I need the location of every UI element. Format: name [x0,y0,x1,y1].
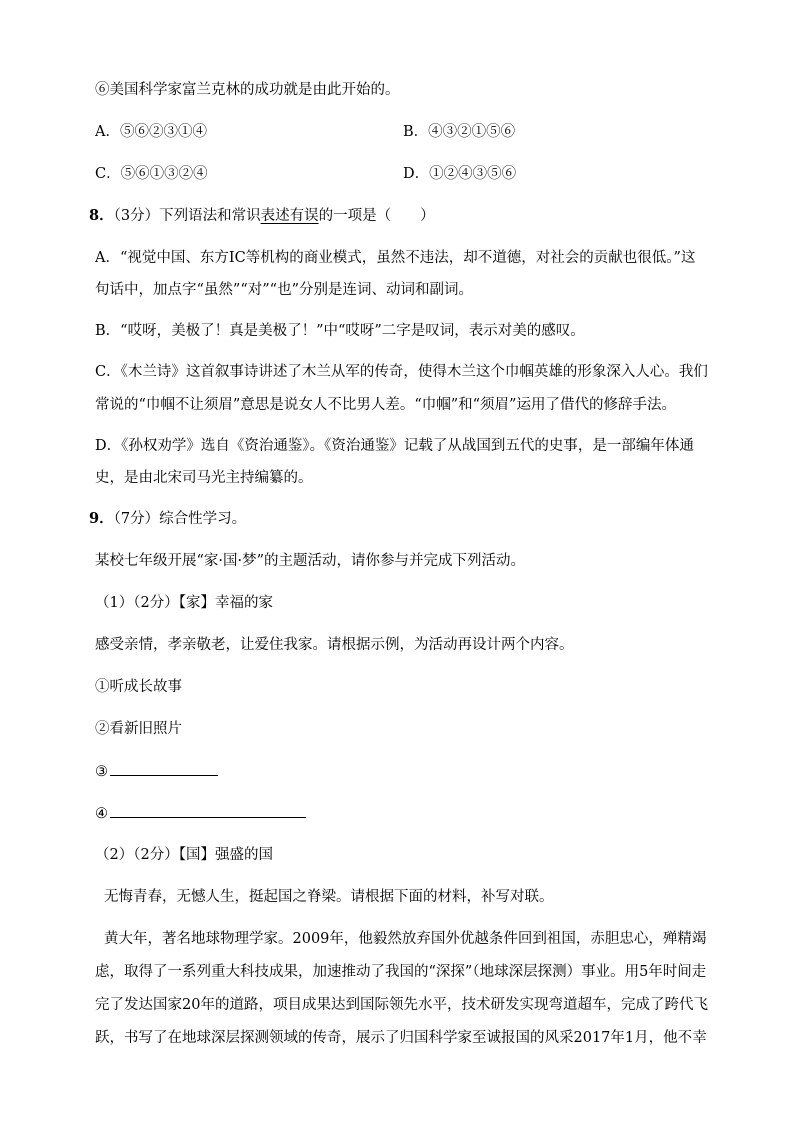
answer-blank-3[interactable] [110,761,218,776]
q9-part1-item-1: ①听成长故事 [95,679,182,695]
q9-part2-desc: 无悔青春，无憾人生，挺起国之脊梁。请根据下面的材料，补写对联。 [104,889,554,905]
q9-part1-item-4: ④ [95,803,306,824]
q9-part1-item-3: ③ [95,761,218,782]
q8-option-a-line2: 句话中，加点字“虽然”“对”“也”分别是连词、动词和副词。 [95,282,473,298]
q7-option-b: B．④③②①⑤⑥ [403,124,516,140]
q9-part1-desc: 感受亲情，孝亲敬老，让爱住我家。请根据示例，为活动再设计两个内容。 [95,637,574,653]
q8-number: 8． [89,207,114,224]
q9-part2-title: （2）（2分）【国】强盛的国 [95,847,273,863]
q7-option-a: A．⑤⑥②③①④ [95,124,207,140]
q9-part1-title: （1）（2分）【家】幸福的家 [95,595,273,611]
q8-stem: 8．（3分）下列语法和常识表述有误的一项是（ ） [89,207,435,224]
q9-stem: 9．（7分）综合性学习。 [89,510,247,527]
q8-score: （3分） [113,208,160,224]
q8-key-phrase: 表述有误 [260,208,319,224]
q9-material-line4: 跃，书写了在地球深层探测领域的传奇，展示了归国科学家至诚报国的风采2017年1月，他不幸 [95,1030,707,1046]
q8-option-d-line2: 史，是由北宋司马光主持编纂的。 [95,470,313,486]
q8-option-a-line1: A．“视觉中国、东方IC等机构的商业模式，虽然不违法，却不道德，对社会的贡献也很低。”这 [95,250,696,266]
q8-option-c-line1: C．《木兰诗》这首叙事诗讲述了木兰从军的传奇，使得木兰这个巾帼英雄的形象深入人心。我们 [95,364,708,380]
q9-material-line1: 黄大年，著名地球物理学家。2009年，他毅然放弃国外优越条件回到祖国，赤胆忠心，殚精竭 [104,931,707,947]
q7-option-d: D．①②④③⑤⑥ [403,166,517,182]
answer-blank-4[interactable] [110,803,306,818]
q8-option-d-line1: D．《孙权劝学》选自《资治通鉴》。《资治通鉴》记载了从战国到五代的史事，是一部编年体通 [95,438,694,454]
q7-item-6: ⑥美国科学家富兰克林的成功就是由此开始的。 [95,82,400,98]
q8-option-b: B．“哎呀，美极了！真是美极了！”中“哎呀”二字是叹词，表示对美的感叹。 [95,323,585,339]
q9-material-line3: 完了发达国家20年的道路，项目成果达到国际领先水平，技术研发实现弯道超车，完成了跨代飞 [95,997,708,1013]
q9-number: 9． [89,510,114,527]
q9-score: （7分） [113,511,160,527]
q7-option-c: C．⑤⑥①③②④ [95,166,208,182]
q9-material-line2: 虑，取得了一系列重大科技成果，加速推动了我国的“深探”（地球深层探测）事业。用5年时间走 [95,964,707,980]
q9-part1-item-2: ②看新旧照片 [95,721,182,737]
q8-option-c-line2: 常说的“巾帼不让须眉”意思是说女人不比男人差。“巾帼”和“须眉”运用了借代的修辞手法。 [95,397,676,413]
q9-intro: 某校七年级开展“家·国·梦”的主题活动，请你参与并完成下列活动。 [95,553,526,569]
